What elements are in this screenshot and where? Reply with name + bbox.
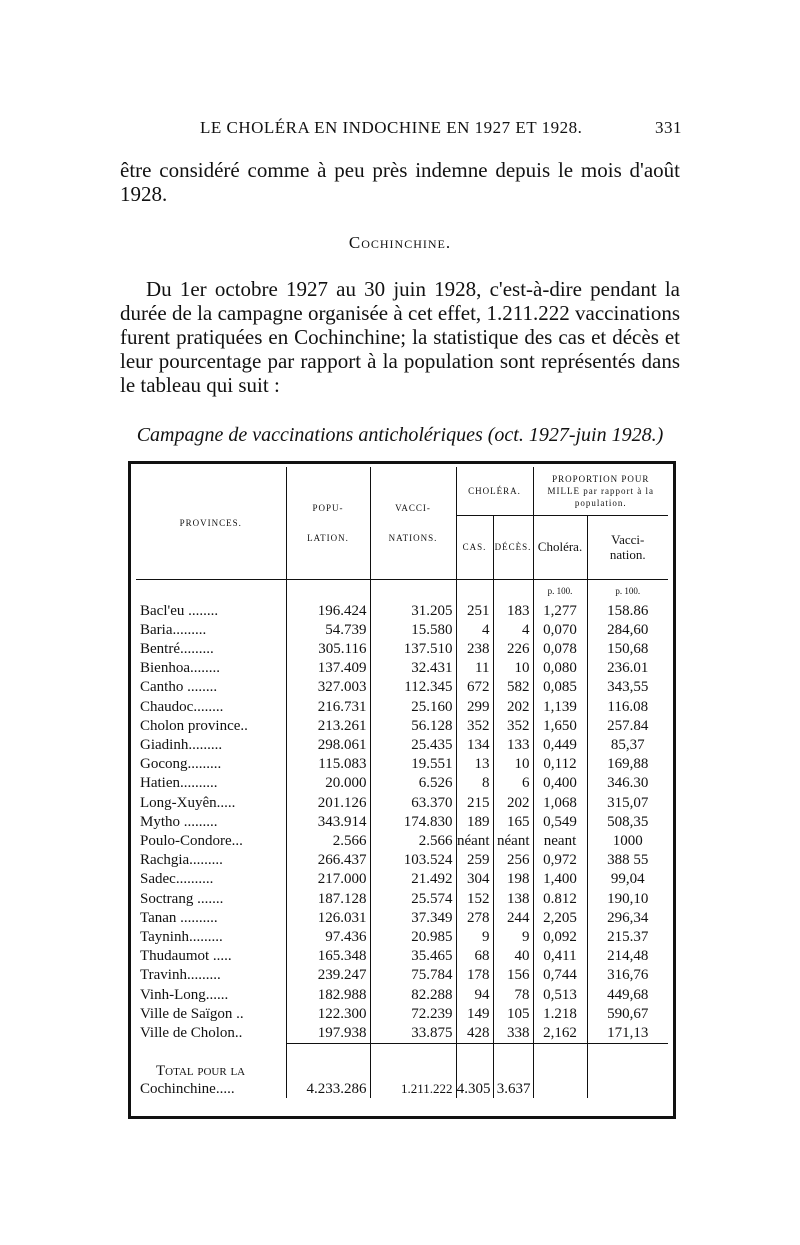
province-cell: Soctrang ....... (140, 890, 224, 907)
cas-cell: 13 (456, 755, 493, 774)
vaccinations-cell: 25.435 (370, 736, 456, 755)
table-body (136, 602, 668, 1044)
population-cell: 165.348 (286, 947, 370, 966)
prop-vaccination-cell: 214,48 (587, 947, 668, 966)
prop-cholera-cell: 0,112 (533, 755, 587, 774)
prop-cholera-cell: 0,400 (533, 774, 587, 793)
population-cell: 213.261 (286, 717, 370, 736)
unit-cholera: p. 100. (533, 579, 587, 602)
vaccinations-cell: 6.526 (370, 774, 456, 793)
vaccinations-cell: 112.345 (370, 678, 456, 697)
table-row (136, 794, 668, 813)
header-prop-vaccination: Vacci- nation. (587, 515, 668, 579)
section-title: Cochinchine. (348, 233, 452, 252)
province-cell: Baria......... (140, 621, 207, 638)
cas-cell: 215 (456, 794, 493, 813)
population-cell: 54.739 (286, 621, 370, 640)
vaccinations-cell: 33.875 (370, 1024, 456, 1044)
population-cell: 327.003 (286, 678, 370, 697)
table-row (136, 698, 668, 717)
table-row (136, 774, 668, 793)
table-row (136, 1005, 668, 1024)
page-number: 331 (655, 118, 682, 137)
vaccinations-cell: 63.370 (370, 794, 456, 813)
prop-vaccination-cell: 316,76 (587, 966, 668, 985)
vaccinations-cell: 31.205 (370, 602, 456, 621)
population-cell: 201.126 (286, 794, 370, 813)
prop-vaccination-cell: 158.86 (587, 602, 668, 621)
prop-cholera-cell: 0,744 (533, 966, 587, 985)
cas-cell: 68 (456, 947, 493, 966)
table-row (136, 755, 668, 774)
prop-cholera-cell: 0,449 (533, 736, 587, 755)
province-cell: Tayninh......... (140, 928, 223, 945)
deces-cell: 105 (493, 1005, 533, 1024)
running-title: LE CHOLÉRA EN INDOCHINE EN 1927 ET 1928. (200, 118, 583, 137)
prop-vaccination-cell: 257.84 (587, 717, 668, 736)
prop-vaccination-cell: 116.08 (587, 698, 668, 717)
population-cell: 2.566 (286, 832, 370, 851)
cas-cell: 278 (456, 909, 493, 928)
header-cholera: CHOLÉRA. (456, 467, 533, 515)
cas-cell: 9 (456, 928, 493, 947)
cas-cell: 299 (456, 698, 493, 717)
province-cell: Poulo-Condore... (140, 832, 243, 849)
header-population: POPU- LATION. (286, 467, 370, 579)
cas-cell: 238 (456, 640, 493, 659)
cas-cell: 152 (456, 890, 493, 909)
vaccinations-cell: 35.465 (370, 947, 456, 966)
table-row (136, 986, 668, 1005)
intro-paragraph: être considéré comme à peu près indemne depuis le mois d'août 1928. (120, 158, 680, 206)
prop-vaccination-cell: 171,13 (587, 1024, 668, 1044)
vaccinations-cell: 21.492 (370, 870, 456, 889)
prop-cholera-cell: 1,650 (533, 717, 587, 736)
population-cell: 197.938 (286, 1024, 370, 1044)
table-row (136, 928, 668, 947)
table-row (136, 1024, 668, 1044)
province-cell: Cantho ........ (140, 679, 218, 696)
province-cell: Thudaumot ..... (140, 948, 232, 965)
deces-cell: 138 (493, 890, 533, 909)
population-cell: 305.116 (286, 640, 370, 659)
prop-cholera-cell: 0,411 (533, 947, 587, 966)
cas-cell: 251 (456, 602, 493, 621)
deces-cell: 226 (493, 640, 533, 659)
header-cas: CAS. (456, 515, 493, 579)
deces-cell: 4 (493, 621, 533, 640)
statistics-table-frame (128, 461, 676, 1119)
deces-cell: 244 (493, 909, 533, 928)
province-cell: Mytho ......... (140, 813, 218, 830)
prop-cholera-cell: 0,549 (533, 813, 587, 832)
vaccinations-cell: 2.566 (370, 832, 456, 851)
table-row (136, 621, 668, 640)
province-cell: Chaudoc........ (140, 698, 224, 715)
population-cell: 122.300 (286, 1005, 370, 1024)
population-cell: 266.437 (286, 851, 370, 870)
population-cell: 126.031 (286, 909, 370, 928)
table-row (136, 832, 668, 851)
deces-cell: 183 (493, 602, 533, 621)
prop-cholera-cell: 2,205 (533, 909, 587, 928)
province-cell: Bacl'eu ........ (140, 602, 219, 619)
table-row (136, 736, 668, 755)
table-row (136, 890, 668, 909)
vaccinations-cell: 56.128 (370, 717, 456, 736)
prop-vaccination-cell: 315,07 (587, 794, 668, 813)
cas-cell: 178 (456, 966, 493, 985)
total-label-line2: Cochinchine..... (140, 1081, 235, 1098)
table-row (136, 909, 668, 928)
deces-cell: 198 (493, 870, 533, 889)
cas-cell: 94 (456, 986, 493, 1005)
total-population: 4.233.286 (286, 1044, 370, 1099)
vaccinations-cell: 37.349 (370, 909, 456, 928)
population-cell: 343.914 (286, 813, 370, 832)
vaccinations-cell: 25.574 (370, 890, 456, 909)
prop-cholera-cell: 0.812 (533, 890, 587, 909)
population-cell: 196.424 (286, 602, 370, 621)
prop-vaccination-cell: 388 55 (587, 851, 668, 870)
vaccinations-cell: 19.551 (370, 755, 456, 774)
prop-vaccination-cell: 190,10 (587, 890, 668, 909)
deces-cell: 133 (493, 736, 533, 755)
deces-cell: 202 (493, 698, 533, 717)
cas-cell: 259 (456, 851, 493, 870)
vaccinations-cell: 15.580 (370, 621, 456, 640)
vaccinations-cell: 82.288 (370, 986, 456, 1005)
prop-vaccination-cell: 284,60 (587, 621, 668, 640)
population-cell: 20.000 (286, 774, 370, 793)
cas-cell: 4 (456, 621, 493, 640)
cas-cell: 189 (456, 813, 493, 832)
prop-vaccination-cell: 215.37 (587, 928, 668, 947)
table-row (136, 966, 668, 985)
table-row (136, 678, 668, 697)
vaccinations-cell: 103.524 (370, 851, 456, 870)
population-cell: 97.436 (286, 928, 370, 947)
vaccinations-cell: 20.985 (370, 928, 456, 947)
province-cell: Cholon province.. (140, 717, 248, 734)
prop-vaccination-cell: 1000 (587, 832, 668, 851)
province-cell: Rachgia......... (140, 852, 223, 869)
header-deces: DÉCÈS. (493, 515, 533, 579)
vaccinations-cell: 72.239 (370, 1005, 456, 1024)
prop-cholera-cell: 0,092 (533, 928, 587, 947)
prop-cholera-cell: 0,513 (533, 986, 587, 1005)
table-caption: Campagne de vaccinations anticholériques (oct. 1927-juin 1928.) (136, 424, 664, 446)
header-provinces: PROVINCES. (179, 517, 242, 528)
prop-cholera-cell: 1,068 (533, 794, 587, 813)
table-row (136, 640, 668, 659)
cas-cell: 672 (456, 678, 493, 697)
deces-cell: 40 (493, 947, 533, 966)
vaccinations-cell: 137.510 (370, 640, 456, 659)
table-row (136, 659, 668, 678)
population-cell: 298.061 (286, 736, 370, 755)
deces-cell: 256 (493, 851, 533, 870)
province-cell: Vinh-Long...... (140, 986, 229, 1003)
header-prop-cholera: Choléra. (533, 515, 587, 579)
prop-cholera-cell: 0,080 (533, 659, 587, 678)
deces-cell: néant (493, 832, 533, 851)
deces-cell: 582 (493, 678, 533, 697)
prop-vaccination-cell: 449,68 (587, 986, 668, 1005)
prop-cholera-cell: 0,070 (533, 621, 587, 640)
deces-cell: 165 (493, 813, 533, 832)
deces-cell: 10 (493, 659, 533, 678)
prop-cholera-cell: 1,139 (533, 698, 587, 717)
prop-cholera-cell: 0,085 (533, 678, 587, 697)
cas-cell: néant (456, 832, 493, 851)
deces-cell: 156 (493, 966, 533, 985)
total-cas: 4.305 (456, 1044, 493, 1099)
province-cell: Ville de Cholon.. (140, 1025, 243, 1042)
prop-cholera-cell: 2,162 (533, 1024, 587, 1044)
population-cell: 216.731 (286, 698, 370, 717)
province-cell: Long-Xuyên..... (140, 794, 236, 811)
deces-cell: 9 (493, 928, 533, 947)
province-cell: Bienhoa........ (140, 660, 220, 677)
prop-vaccination-cell: 590,67 (587, 1005, 668, 1024)
province-cell: Travinh......... (140, 967, 221, 984)
table-row (136, 947, 668, 966)
table-row (136, 602, 668, 621)
unit-vaccination: p. 100. (587, 579, 668, 602)
prop-cholera-cell: 0,078 (533, 640, 587, 659)
cas-cell: 149 (456, 1005, 493, 1024)
deces-cell: 6 (493, 774, 533, 793)
prop-vaccination-cell: 508,35 (587, 813, 668, 832)
total-row (136, 1044, 668, 1099)
prop-vaccination-cell: 296,34 (587, 909, 668, 928)
prop-cholera-cell: 1.218 (533, 1005, 587, 1024)
prop-cholera-cell: 1,277 (533, 602, 587, 621)
body-paragraph: Du 1er octobre 1927 au 30 juin 1928, c'est-à-dire pendant la durée de la campagne organisée à cet effet, 1.211.222 vaccinations furent pratiquées en Cochinchine; la statistique des cas et décès et leur pourcentage par rapport à la population sont représentés dans le tableau qui suit : (120, 277, 680, 397)
statistics-table (136, 467, 668, 1098)
table-row (136, 813, 668, 832)
province-cell: Tanan .......... (140, 909, 218, 926)
province-cell: Bentré......... (140, 640, 214, 657)
province-cell: Sadec.......... (140, 871, 214, 888)
province-cell: Hatien.......... (140, 775, 218, 792)
table-row (136, 717, 668, 736)
population-cell: 217.000 (286, 870, 370, 889)
cas-cell: 11 (456, 659, 493, 678)
prop-cholera-cell: neant (533, 832, 587, 851)
province-cell: Gocong......... (140, 756, 222, 773)
vaccinations-cell: 32.431 (370, 659, 456, 678)
vaccinations-cell: 75.784 (370, 966, 456, 985)
cas-cell: 352 (456, 717, 493, 736)
cas-cell: 8 (456, 774, 493, 793)
deces-cell: 10 (493, 755, 533, 774)
population-cell: 182.988 (286, 986, 370, 1005)
population-cell: 115.083 (286, 755, 370, 774)
prop-vaccination-cell: 99,04 (587, 870, 668, 889)
vaccinations-cell: 174.830 (370, 813, 456, 832)
prop-vaccination-cell: 150,68 (587, 640, 668, 659)
deces-cell: 338 (493, 1024, 533, 1044)
cas-cell: 304 (456, 870, 493, 889)
prop-vaccination-cell: 346.30 (587, 774, 668, 793)
deces-cell: 202 (493, 794, 533, 813)
table-row (136, 851, 668, 870)
population-cell: 239.247 (286, 966, 370, 985)
deces-cell: 352 (493, 717, 533, 736)
province-cell: Giadinh......... (140, 736, 223, 753)
prop-vaccination-cell: 236.01 (587, 659, 668, 678)
prop-vaccination-cell: 85,37 (587, 736, 668, 755)
header-proportion: PROPORTION POUR MILLE par rapport à la population. (533, 467, 668, 515)
province-cell: Ville de Saïgon .. (140, 1005, 244, 1022)
table-row (136, 870, 668, 889)
cas-cell: 134 (456, 736, 493, 755)
total-deces: 3.637 (493, 1044, 533, 1099)
total-vaccinations: 1.211.222 (370, 1044, 456, 1099)
prop-cholera-cell: 0,972 (533, 851, 587, 870)
vaccinations-cell: 25.160 (370, 698, 456, 717)
population-cell: 137.409 (286, 659, 370, 678)
header-vaccinations: VACCI- NATIONS. (370, 467, 456, 579)
prop-vaccination-cell: 343,55 (587, 678, 668, 697)
cas-cell: 428 (456, 1024, 493, 1044)
prop-cholera-cell: 1,400 (533, 870, 587, 889)
total-label-line1: Total pour la (156, 1063, 246, 1080)
deces-cell: 78 (493, 986, 533, 1005)
prop-vaccination-cell: 169,88 (587, 755, 668, 774)
population-cell: 187.128 (286, 890, 370, 909)
